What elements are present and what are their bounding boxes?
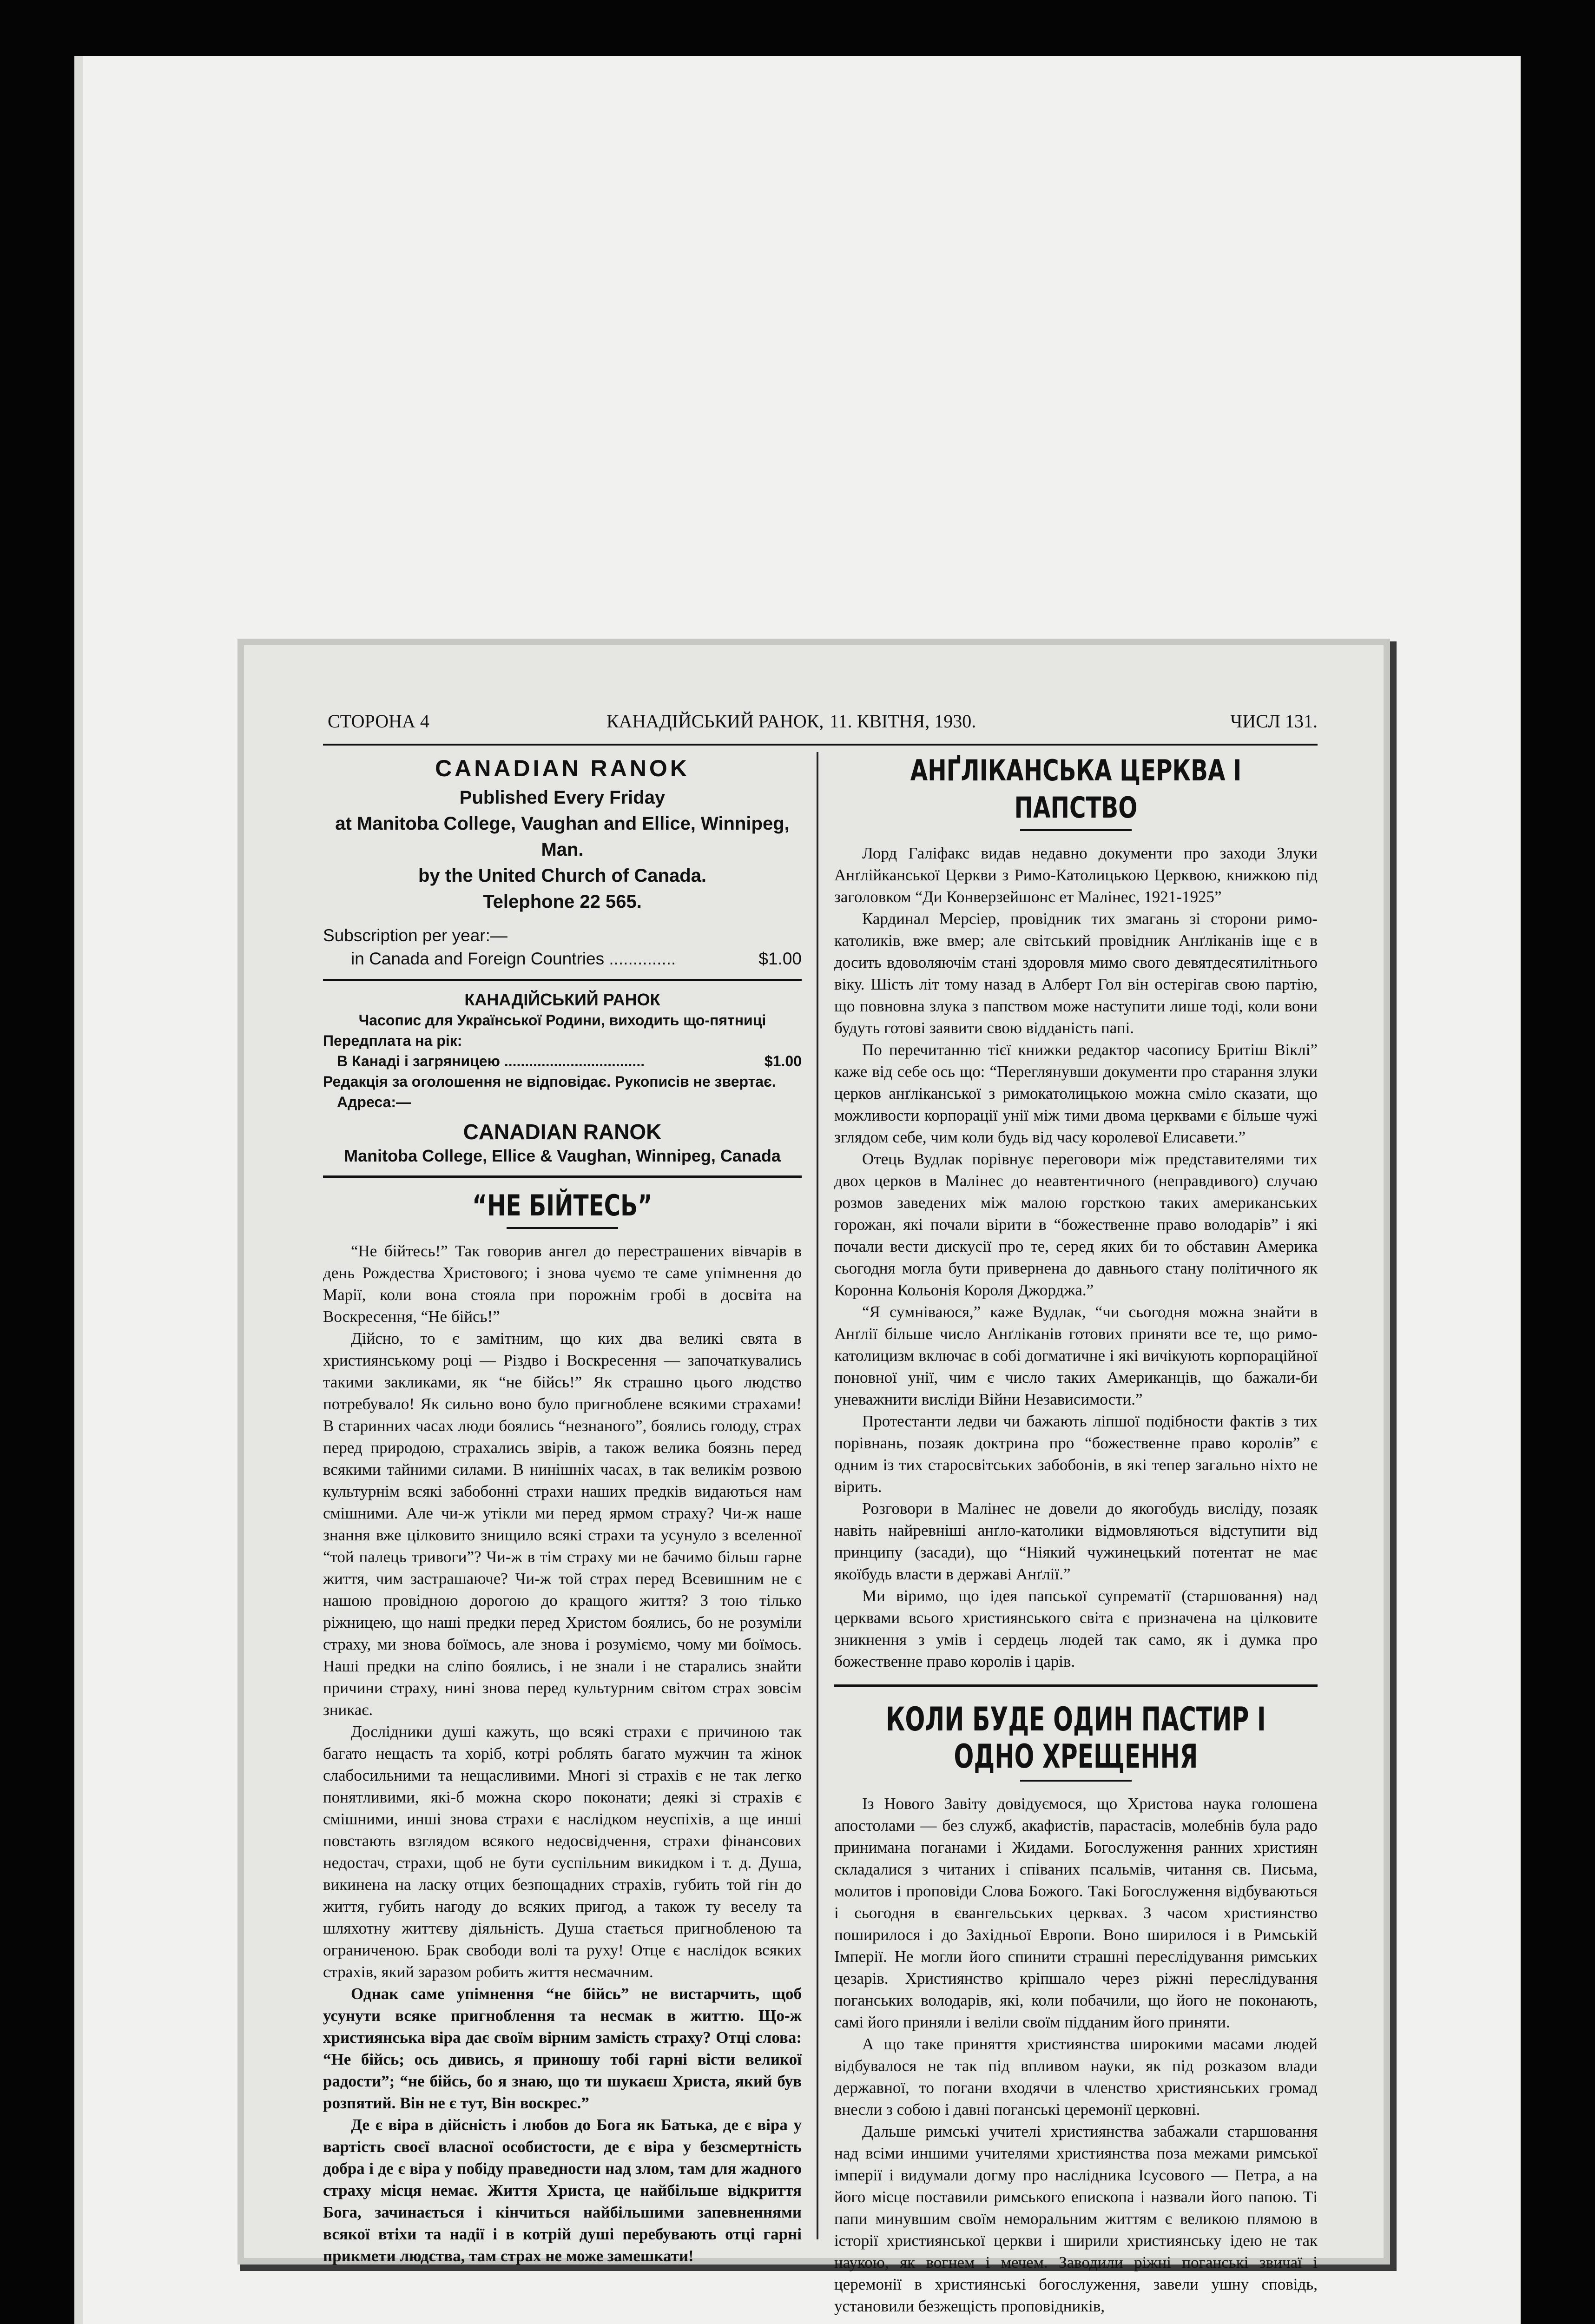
issue-number: ЧИСЛ 131.	[1230, 711, 1318, 732]
masthead-ua-region: В Канаді і загряницею ..................................	[337, 1053, 645, 1070]
masthead-ua-line5: Адреса:—	[337, 1094, 411, 1110]
left-column	[323, 752, 802, 2267]
publish-frequency: Published Every Friday	[459, 787, 666, 808]
masthead-ua-line2: Передплата на рік:	[323, 1032, 462, 1049]
address-title: CANADIAN RANOK	[463, 1120, 662, 1144]
article-paragraph: А що таке приняття християнства широкими масами людей відбувалося не так під впливом науки, як під розказом влади державної, то погани входячи в членство християнських громад внесли з собою і давні поганські церемонії церковні.	[834, 2035, 1318, 2119]
masthead-name: КАНАДІЙСЬКИЙ РАНОК,	[606, 711, 824, 732]
english-masthead	[323, 752, 802, 915]
column-divider	[817, 752, 818, 2239]
address-line: Manitoba College, Ellice & Vaughan, Winnipeg, Canada	[344, 1146, 781, 1165]
masthead-ua-line4: Редакція за оголошення не відповідає. Рукописів не звертає.	[323, 1073, 776, 1090]
article-title-anglican: АНҐЛІКАНСЬКА ЦЕРКВА І ПАПСТВО	[910, 753, 1242, 825]
article-paragraph: “Я сумніваюся,” каже Вудлак, “чи сьогодня можна знайти в Анґлії більше число Анґліканів готових приняти все те, що римо-католицизм включає в собі догматичне і які вичікують корпораційної поновної унії, чим є число таких Американців, що бажали-би уневажнити вислiди Війни Независимости.”	[834, 1303, 1318, 1408]
film-edge	[74, 56, 83, 2324]
title-underline	[507, 1227, 618, 1229]
title-underline	[1020, 829, 1132, 831]
article-paragraph: Розговори в Малінес не довели до якогобудь висліду, позаяк навіть найревніші анґло-католики відмовляються відступити від принципу (засади), що “Ніякий чужинецький потентат не має якоїбудь власти в державі Анґлії.”	[834, 1499, 1318, 1583]
masthead-ua-line1: Часопис для Української Родини, виходить що-пятниці	[358, 1012, 766, 1029]
title-underline	[1020, 1780, 1132, 1782]
ukrainian-masthead	[323, 990, 802, 1112]
article-title-shepherd: КОЛИ БУДЕ ОДИН ПАСТИР І ОДНО ХРЕЩЕННЯ	[886, 1700, 1266, 1776]
right-column	[834, 752, 1318, 2317]
masthead-title-ua: КАНАДІЙСЬКИЙ РАНОК	[464, 990, 660, 1009]
article-paragraph: Дальше римські учителі християнства забажали старшовання над всіми иншими учителями християнства поза межами римської імперії і видумали догму про наслідника Ісусового — Петра, а на його місце поставили римського епископа і назвали його папою. Ті папи минувшим своїм неморальним життям є великою плямою в історії християнської церкви і ширили християнську ідею не так наукою, як вогнем і мечем. Заводили ріжні поганські звичаї і церемонії в християнські богослуження, завели ушну сповідь, установили безжещість проповідників,	[834, 2122, 1318, 2315]
article-paragraph: Лорд Галіфакс видав недавно документи про заходи Злуки Анґлійканської Церкви з Римо-Католицькою Церквою, книжкою під заголовком “Ди Конверзейшонс ет Малінес, 1921-1925”	[834, 844, 1318, 906]
subscription-price: $1.00	[758, 949, 802, 968]
article-paragraph: Однак саме упімнення “не бійсь” не вистарчить, щоб усунути всяке пригноблення та несмак в життю. Що-ж християнська віра дає своїм вірним замість страху? Отці слова: “Не бійсь; ось дивись, я приношу тобі гарні вісти великої радости”; “не бійсь, бо я знаю, що ти шукаєш Христа, який був розпятий. Він не є тут, Він воскрес.”	[323, 1985, 802, 2112]
article-paragraph: Кардинал Мерсіер, провідник тих змагань зі сторони римо-католиків, вже вмер; але світський провідник Анґліканів іще є в досить вдоволяючім стані здоровля мимо свого девятдесятилітнього віку. Шість літ тому назад в Алберт Гол він остерігав свою партію, що повновна злука з папством може наступити лише тоді, коли вони будуть готові заявити свою віддaність папі.	[834, 910, 1318, 1037]
subscription-info	[323, 924, 802, 971]
article-paragraph: Ми віримо, що ідея папської супремaтії (старшовання) над церквами всього християнського світа є призначена на цілковите зникнення з умів і сердець людей так само, як і думка про божественне право королів і царів.	[834, 1587, 1318, 1670]
article-paragraph: Отець Вудлак порівнує переговори між представителями тих двох церков в Малінес до неавтентичного (неправдивого) случаю розмов заведених між малою горсткою таких американських горожан, які почали вірити в “божественне право володарів” і які почали вести дискусії про те, серед яких би то обставин Америка сьогодня могла бути привернена до давнього стану політичного як Коронна Кольонія Короля Джорджа.”	[834, 1150, 1318, 1299]
telephone: Telephone 22 565.	[483, 891, 642, 912]
issue-date: 11. КВІТНЯ, 1930.	[830, 711, 976, 732]
masthead-title-en: CANADIAN RANOK	[435, 755, 690, 781]
article-paragraph: По перечитанню тієї книжки редактор часопису Бритіш Віклі” каже від себе ось що: “Переглянувши документи про старання злуки церков анґліканської з римокатолицькою можна сміло сказати, що можливости корпорації унії між тими двома церквами є більше чужі зглядом себе, чим коли будь від часу королевої Елисавети.”	[834, 1041, 1318, 1146]
publish-address: at Manitoba College, Vaughan and Ellice, Winnipeg, Man.	[335, 813, 790, 860]
article-paragraph: Дослідники душі кажуть, що всякі страхи є причиною так багато нещасть та хоріб, котрі роблять багато мужчин та жінок слабосильними та нещасливими. Многі зі страхів є не так легко понятливими, які-б можна скоро поконати; деякі зі страхів є смішними, инші знова страхи є наслідком неуспіхів, а ще инші повстають взглядом всякого недосвідчення, страхи фінансових недостач, страхи, щоб не бути суспільним викидком і т. д. Душа, викинена на ласку отцих безпощадних страхів, губить той гін до життя, губить нагоду до всяких пригод, а також ту веселу та шляхотну життєву діяльність. Душа стається пригнобленою та ограниченою. Брак свободи волі та руху! Отце є наслідок всяких страхів, який заразом робить життя несмачним.	[323, 1723, 802, 1981]
masthead-rule	[323, 979, 802, 981]
address-rule	[323, 1175, 802, 1178]
subscription-row	[323, 947, 802, 971]
running-header	[328, 710, 1318, 743]
newspaper-page	[244, 645, 1384, 2315]
article-paragraph: Де є віра в дійсність і любов до Бога як Батька, де є віра у вартість своєї власної особистости, де є віра у безсмертність добра і де є віра у побіду праведности над злом, там для жадного страху місця немає. Життя Христа, це найбільше відкриття Бога, зачинається і кінчиться найбільшими запевненнями всякої втіхи та надії і в котрій душі перебувають отці гарні прикмети людства, там страх не може замешкати!	[323, 2116, 802, 2265]
subscription-region: in Canada and Foreign Countries ..............	[351, 949, 676, 968]
article-paragraph: Із Нового Завіту довідуємося, що Христова наука голошена апостолами — без служб, акафистів, парастасів, молебнів була радо принимана поганами і Жидами. Богослуження ранних християн складалися з читаних і співаних псальмів, читання св. Письма, молитов і проповіди Слова Божого. Такі Богослуження відбуваються і сьогодня в євангельських церквах. З часом християнство поширилося і до Західньої Европи. Воно ширилося і в Римській Імперії. Не могли його спинити страшні переслідування римських цезарів. Християнство кріпшало через ріжні переслідування поганських володарів, які, коли побачили, що його не поконають, самі його приняли і велiли своїм підданим його приняти.	[834, 1795, 1318, 2031]
publisher-church: by the United Church of Canada.	[418, 865, 707, 886]
page-number: СТОРОНА 4	[328, 711, 429, 732]
header-rule	[323, 744, 1318, 746]
article-title-left: “НЕ БІЙТЕСЬ”	[472, 1188, 652, 1222]
article-paragraph: “Не бійтесь!” Так говорив ангел до перестрашених вівчарів в день Рождества Христового; і знова чуємо те саме упімнення до Марії, коли вона стояла при порожнім гробі в досвіта на Воскресення, “Не бійсь!”	[323, 1242, 802, 1326]
masthead-ua-row	[323, 1051, 802, 1071]
subscription-label: Subscription per year:—	[323, 926, 508, 945]
article-separator	[834, 1684, 1318, 1687]
article-paragraph: Дійсно, то є замітним, що ких два великі свята в християнському році — Різдво і Воскресення — започаткувались такими закликами, як “не бійсь!” Як страшно цього людство потребувало! Як сильно воно було пригноблене всякими страхами! В старинних часах люди боялись “незнаного”, боялись голоду, страх перед природою, страхались звірів, а також велика боязнь перед всякими тайними силами. В нинішніх часах, в так великім розвою культурнім всякі забобонні страхи наших предків видаються нам смішними. Але чи-ж утікли ми перед ярмом страху? Чи-ж наше знання вже цілковито знищило всякі страхи та усунуло з вселенної “той палець тривоги”? Чи-ж в тім страху ми не бачимо більш гарне життя, чим застрашаюче? Чи-ж той страх перед Всевишним не є нашою провідною дорогою до кращого життя? З тою тілько ріжницею, що наші предки перед Христом боялись, бо не розуміли страху, ми знова боїмось, але знова і розуміємо, чому ми боїмось. Наші предки на сліпо боялись, і не знали і не старались знайти причини страху, нині знова перед культурним світом страх зовсім зникає.	[323, 1329, 802, 1719]
article-paragraph: Протестанти ледви чи бажають ліпшої подібности фактів з тих порівнань, позаяк доктрина про “божественне право королів” є одним із тих старосвітських забобонів, в які тепер загально ніхто не вірить.	[834, 1412, 1318, 1496]
masthead-ua-price: $1.00	[764, 1053, 802, 1070]
